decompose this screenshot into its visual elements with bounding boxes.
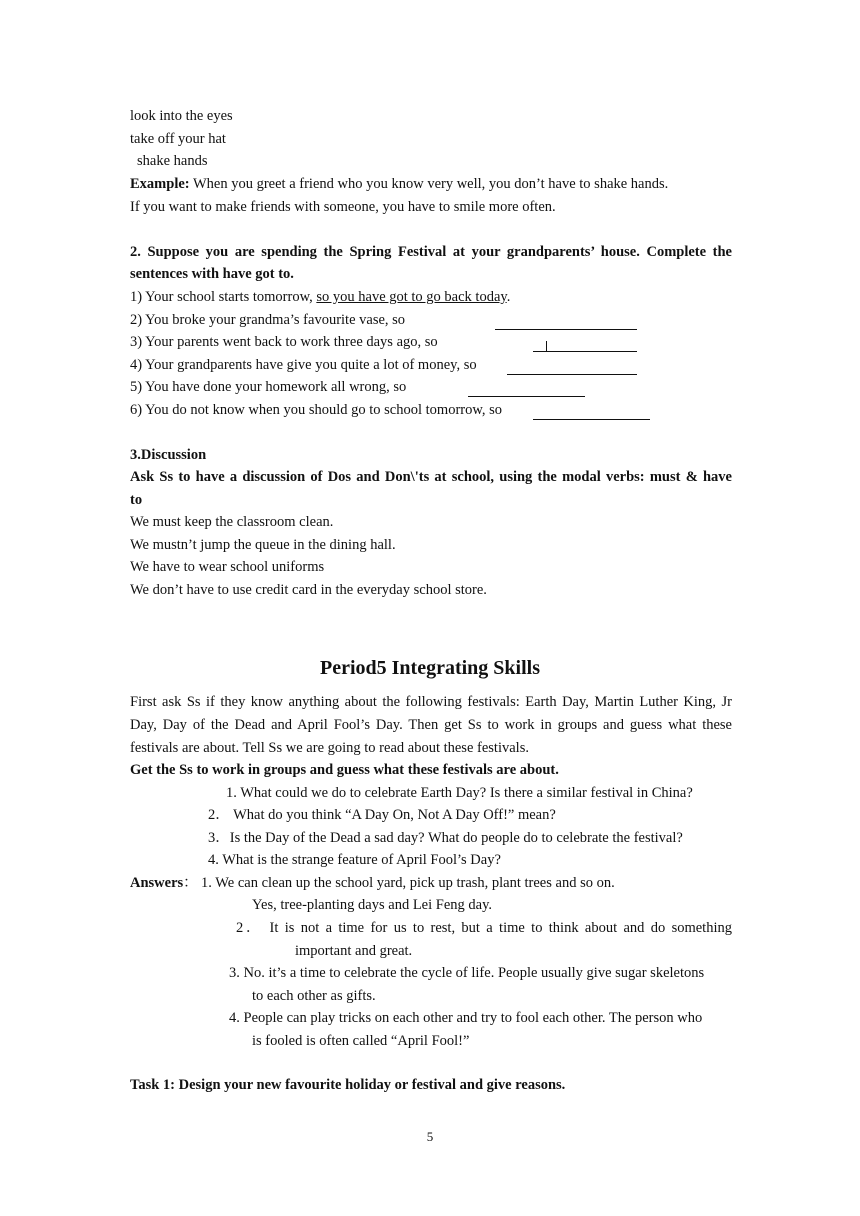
phrase-shake-hands: shake hands: [137, 153, 208, 169]
answer-blank-6[interactable]: [533, 404, 650, 420]
period5-intro-line2: Day, Day of the Dead and April Fool’s Day. Then get Ss to work in groups and guess what these: [130, 717, 732, 733]
period5-title: Period5 Integrating Skills: [319, 657, 540, 679]
discussion-line-2: We mustn’t jump the queue in the dining hall.: [130, 537, 396, 553]
example-label: Example:: [130, 176, 190, 192]
answer-blank-3[interactable]: [533, 336, 637, 352]
phrase-take-off-hat: take off your hat: [130, 131, 226, 147]
section3-title: 3.Discussion: [130, 447, 207, 463]
section3-instruction-line2: to: [130, 492, 143, 508]
page-number: 5: [426, 1129, 434, 1144]
answer-blank-5[interactable]: [468, 381, 585, 397]
exercise-item-6: 6) You do not know when you should go to school tomorrow, so: [130, 402, 503, 418]
answer-line-7: 4. People can play tricks on each other and try to fool each other. The person who: [229, 1010, 703, 1026]
period5-intro-line3: festivals are about. Tell Ss we are going to read about these festivals.: [130, 740, 529, 756]
question-2: 2． What do you think “A Day On, Not A Day Off!” mean?: [208, 807, 556, 823]
exercise-item-5: 5) You have done your homework all wrong, so: [130, 379, 407, 395]
example-text: When you greet a friend who you know very well, you don’t have to shake hands.: [189, 176, 669, 192]
discussion-line-4: We don’t have to use credit card in the everyday school store.: [130, 582, 487, 598]
text-cursor: [546, 341, 547, 352]
answers-colon: ：: [183, 875, 198, 891]
section2-heading-line2: sentences with have got to.: [130, 266, 294, 282]
answers-label: [130, 874, 198, 892]
answer-blank-2[interactable]: [495, 314, 637, 330]
item1-prefix: 1) Your school starts tomorrow,: [130, 289, 317, 305]
exercise-item-3: 3) Your parents went back to work three days ago, so: [130, 334, 438, 350]
exercise-item-4: 4) Your grandparents have give you quite a lot of money, so: [130, 357, 477, 373]
exercise-item-2: 2) You broke your grandma’s favourite vase, so: [130, 312, 406, 328]
answer-line-6: to each other as gifts.: [252, 988, 376, 1004]
answers-label-text: Answers: [130, 875, 184, 891]
exercise-item-1: [130, 288, 510, 306]
answer-line-2: Yes, tree-planting days and Lei Feng day.: [252, 897, 493, 913]
answer-line-3: 2． It is not a time for us to rest, but a time to think about and do something: [236, 920, 732, 936]
section3-instruction-line1: Ask Ss to have a discussion of Dos and Don\'ts at school, using the modal verbs: must & have: [130, 469, 732, 485]
task1-heading: Task 1: Design your new favourite holiday or festival and give reasons.: [130, 1077, 566, 1093]
question-1: 1. What could we do to celebrate Earth Day? Is there a similar festival in China?: [226, 785, 693, 801]
answer-line-1: 1. We can clean up the school yard, pick up trash, plant trees and so on.: [201, 875, 615, 891]
example-line-2: If you want to make friends with someone, you have to smile more often.: [130, 199, 556, 215]
period5-intro-line1: First ask Ss if they know anything about the following festivals: Earth Day, Martin Luther King, Jr: [130, 694, 732, 710]
item1-end: .: [506, 289, 511, 305]
discussion-line-3: We have to wear school uniforms: [130, 559, 325, 575]
item1-answer: so you have got to go back today: [316, 289, 507, 305]
example-line: [130, 175, 668, 193]
group-heading: Get the Ss to work in groups and guess what these festivals are about.: [130, 762, 559, 778]
phrase-look-into-eyes: look into the eyes: [130, 108, 233, 124]
answer-line-8: is fooled is often called “April Fool!”: [252, 1033, 470, 1049]
question-4: 4. What is the strange feature of April Fool’s Day?: [208, 852, 501, 868]
answer-line-4: important and great.: [295, 943, 413, 959]
discussion-line-1: We must keep the classroom clean.: [130, 514, 334, 530]
answer-line-5: 3. No. it’s a time to celebrate the cycle of life. People usually give sugar skeletons: [229, 965, 705, 981]
answer-blank-4[interactable]: [507, 359, 637, 375]
question-3: 3．Is the Day of the Dead a sad day? What do people do to celebrate the festival?: [208, 830, 683, 846]
section2-heading-line1: 2. Suppose you are spending the Spring Festival at your grandparents’ house. Complete the: [130, 244, 732, 260]
